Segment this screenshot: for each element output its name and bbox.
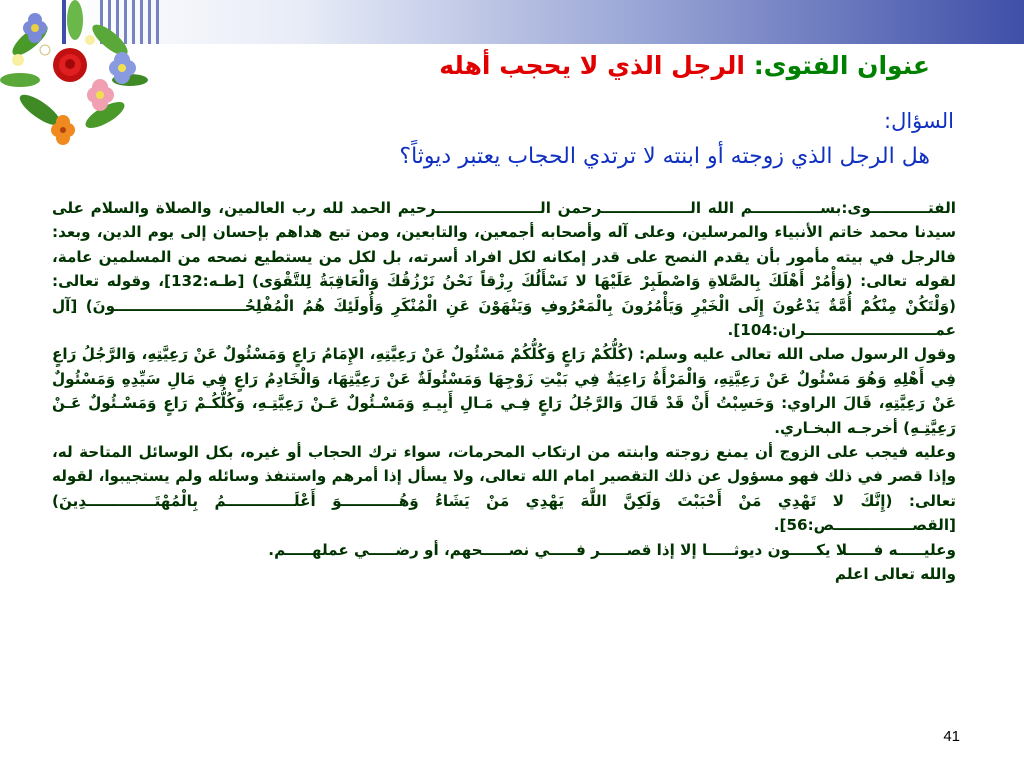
top-decorative-bar [60,0,1024,44]
title-label: عنوان الفتوى: [753,51,930,80]
question-text: هل الرجل الذي زوجته أو ابنته لا ترتدي الحجاب يعتبر ديوثاً؟ [399,144,930,169]
fatwa-paragraph: الفتـــــــــــوى:بســـــــــــــم الله الـــــــــــــــــرحمن الــــــــــــــــــــرحيم الحمد لله رب العالمين، والصلاة والسلام على سيدنا محمد خاتم الأنبياء والمرسلين، وعلى آله وأصحابه أجمعين، والتابعين، ومن تبع هداهم بإحسان إلى يوم الدين، وبعد: فالرجل في بيته مأمور بأن يقدم النصح على قدر إمكانه لكل افراد أسرته، بل لكل من يستطيع نصحه من المسلمين عامة، لقوله تعالى: (وَأْمُرْ أَهْلَكَ بِالصَّلاةِ وَاصْطَبِرْ عَلَيْهَا لا نَسْأَلُكَ رِزْقاً نَحْنُ نَرْزُقُكَ وَالْعَاقِبَةُ لِلتَّقْوَى) [طـه:132]، وقوله تعالى: (وَلْتَكُنْ مِنْكُمْ أُمَّةٌ يَدْعُونَ إِلَى الْخَيْرِ وَيَأْمُرُونَ بِالْمَعْرُوفِ وَيَنْهَوْنَ عَنِ الْمُنْكَرِ وَأُولَئِكَ هُمُ الْمُفْلِحُـــــــــــــــــــــــــونَ) [آل عمـــــــــــــــــــــــــران:104]. [52,199,956,340]
title-value: الرجل الذي لا يحجب أهله [439,51,745,80]
fatwa-title [439,46,930,86]
fatwa-paragraph: وقول الرسول صلى الله تعالى عليه وسلم: (كُلُّكُمْ رَاعٍ وَكُلُّكُمْ مَسْئُولٌ عَنْ رَعِيَّتِهِ، الإِمَامُ رَاعٍ وَمَسْئُولٌ عَنْ رَعِيَّتِهِ، وَالرَّجُلُ رَاعٍ فِي أَهْلِهِ وَهُوَ مَسْئُولٌ عَنْ رَعِيَّتِهِ، وَالْمَرْأَةُ رَاعِيَةٌ فِي بَيْتِ زَوْجِهَا وَمَسْئُولَةٌ عَنْ رَعِيَّتِهَا، وَالْخَادِمُ رَاعٍ فِي مَالِ سَيِّدِهِ وَمَسْئُولٌ عَنْ رَعِيَّتِهِ، قَالَ الراوي: وَحَسِبْتُ أَنْ قَدْ قَالَ وَالرَّجُلُ رَاعٍ فِـي مَـالِ أَبِيـهِ وَمَسْـئُولٌ عَـنْ رَعِيَّتِـهِ، وَكُلُّكُـمْ رَاعٍ وَمَسْـئُولٌ عَـنْ رَعِيَّتِـهِ) أخرجـه البخـاري. [52,345,956,437]
page-number: 41 [943,728,960,745]
question-label: السؤال: [884,109,954,133]
flower-bouquet-icon [0,0,150,150]
fatwa-closing: والله تعالى اعلم [834,565,956,584]
fatwa-body [52,196,956,587]
fatwa-paragraph: وعليـــــه فـــــلا يكـــــون ديوثـــــا إلا إذا قصـــــر فـــــي نصـــــحهم، أو رضـــــي عملهـــــم. [268,540,956,559]
fatwa-paragraph: وعليه فيجب على الزوج أن يمنع زوجته وابنته من ارتكاب المحرمات، سواء ترك الحجاب أو غيره، بكل الوسائل المتاحة له، وإذا قصر في ذلك فهو مسؤول عن ذلك التقصير امام الله تعالى، ولا يسأل إذا أمرهم واستنفذ وسائله ولم يستجيبوا، لقوله تعالى: (إِنَّكَ لا تَهْدِي مَنْ أَحْبَبْتَ وَلَكِنَّ اللَّهَ يَهْدِي مَنْ يَشَاءُ وَهُـــــــــــوَ أَعْلَـــــــــــــمُ بِالْمُهْتَـــــــــــــدِينَ) [القصـــــــــــــــص:56]. [52,443,956,535]
